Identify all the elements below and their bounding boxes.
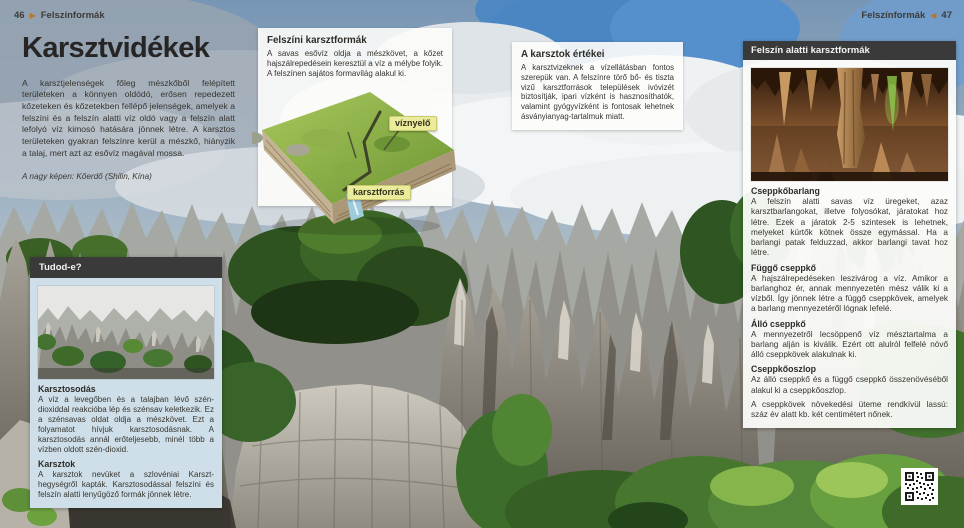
surface-karst-title: Felszíni karsztformák xyxy=(267,35,367,46)
page-header-left xyxy=(14,10,105,21)
intro-paragraph: A karsztjelenségek főleg mészkőből felépített területeken a könnyen oldódó, erősen repedezett kőzeteken és kőzetekben fellépő jelenségek, amelyek a felszíni és a felszín alatti víz oldó vagy a felszín alatt lefolyó víz kimosó hatására jönnek létre. A karsztos területeken gyakran felszínre kerül a mészkő, hiányzik a talaj, mert azt az esővíz magával mossa. xyxy=(22,77,235,158)
photo-caption: A nagy képen: Kőerdő (Shilin, Kína) xyxy=(22,172,152,182)
section-text: A mennyezetről lecsöppenő víz mésztartalma a barlang alján is kiválik. Ezért ott alulról felfelé növő álló cseppkövek alakulnak ki. xyxy=(751,329,948,359)
page-header-right xyxy=(861,10,952,21)
page-number-left: 46 xyxy=(14,10,25,21)
growth-note: A cseppkövek növekedési üteme rendkívül lassú: száz év alatt kb. két centimétert nőnek. xyxy=(751,399,948,419)
did-you-know-box xyxy=(30,257,222,508)
karst-values-box xyxy=(512,42,683,130)
karst-values-text: A karsztvizeknek a vízellátásban fontos szerepük van. A felszínre törő bő- és tiszta vizű karsztforrások települések ivóvizét biztosítják, ipari vízként is hasznosíthatók, valamint gyógyvízként is fontosak lehetnek ásványianyag-tartalmuk miatt. xyxy=(521,63,674,122)
section-heading: Karsztok xyxy=(38,459,76,469)
section-text: A felszín alatti savas víz üregeket, azaz karsztbarlangokat, illetve folyosókat, járatokat hoz létre. Ezek a járatok 2-5 szintesek is lehetnek, melyeket kürtők kötnek össze egymással. Ha a barlangi patak felduzzad, akkor barlangi tavat hoz létre. xyxy=(751,197,948,258)
section-text: Az álló cseppkő és a függő cseppkő összenövéséből alakul ki a cseppkőoszlop. xyxy=(751,375,948,395)
section-title-right: Felszínformák xyxy=(861,10,926,21)
section-heading: Cseppkőoszlop xyxy=(751,364,817,375)
arrow-left-icon: ◀ xyxy=(930,10,937,20)
section-heading: Karsztosodás xyxy=(38,384,96,394)
page-number-right: 47 xyxy=(941,10,952,21)
section-text: A hajszálrepedéseken leszivárog a víz. Amikor a barlanghoz ér, annak mennyezetén mész válik ki a vízből. Így jönnek létre a függő cseppkövek, amelyek a barlang mennyezetéről lógnak lefelé. xyxy=(751,273,948,314)
qr-code-icon xyxy=(903,470,936,503)
stone-forest-thumbnail xyxy=(38,286,214,379)
did-you-know-header: Tudod-e? xyxy=(30,257,222,278)
section-text: A karsztok nevüket a szlovéniai Karszt-hegységről kapták. Karsztosodással felszíni és felszín alatti lenyűgöző formák jönnek létre. xyxy=(38,470,214,499)
underground-panel-header: Felszín alatti karsztformák xyxy=(743,41,956,60)
cave-photo xyxy=(751,68,948,181)
section-heading: Függő cseppkő xyxy=(751,262,817,273)
surface-karst-text: A savas esővíz oldja a mészkövet, a kőzet hajszálrepedésein keresztül a víz a mélybe folyik. A felszínen sajátos formavilág alakul ki. xyxy=(267,49,443,79)
diagram-label-spring: karsztforrás xyxy=(347,185,411,200)
karst-values-title: A karsztok értékei xyxy=(521,49,605,60)
intro-column xyxy=(22,34,235,181)
section-title-left: Felszínformák xyxy=(40,10,105,21)
section-text: A víz a levegőben és a talajban lévő szén-dioxiddal reakcióba lép és szénsav keletkezik. Ez a szénsavas oldat oldja a mészkövet. Ezt a folyamatot hívjuk karsztosodásnak. A karsztosodás annál erőteljesebb, minél több a vízben oldott szén-dioxid. xyxy=(38,395,214,454)
page-title: Karsztvidékek xyxy=(22,32,210,64)
arrow-right-icon: ▶ xyxy=(29,10,36,20)
diagram-label-sinkhole: víznyelő xyxy=(389,116,437,131)
underground-karst-panel xyxy=(743,41,956,428)
karst-block-diagram xyxy=(252,86,464,238)
section-heading: Álló cseppkő xyxy=(751,318,806,329)
section-heading: Cseppkőbarlang xyxy=(751,186,820,196)
